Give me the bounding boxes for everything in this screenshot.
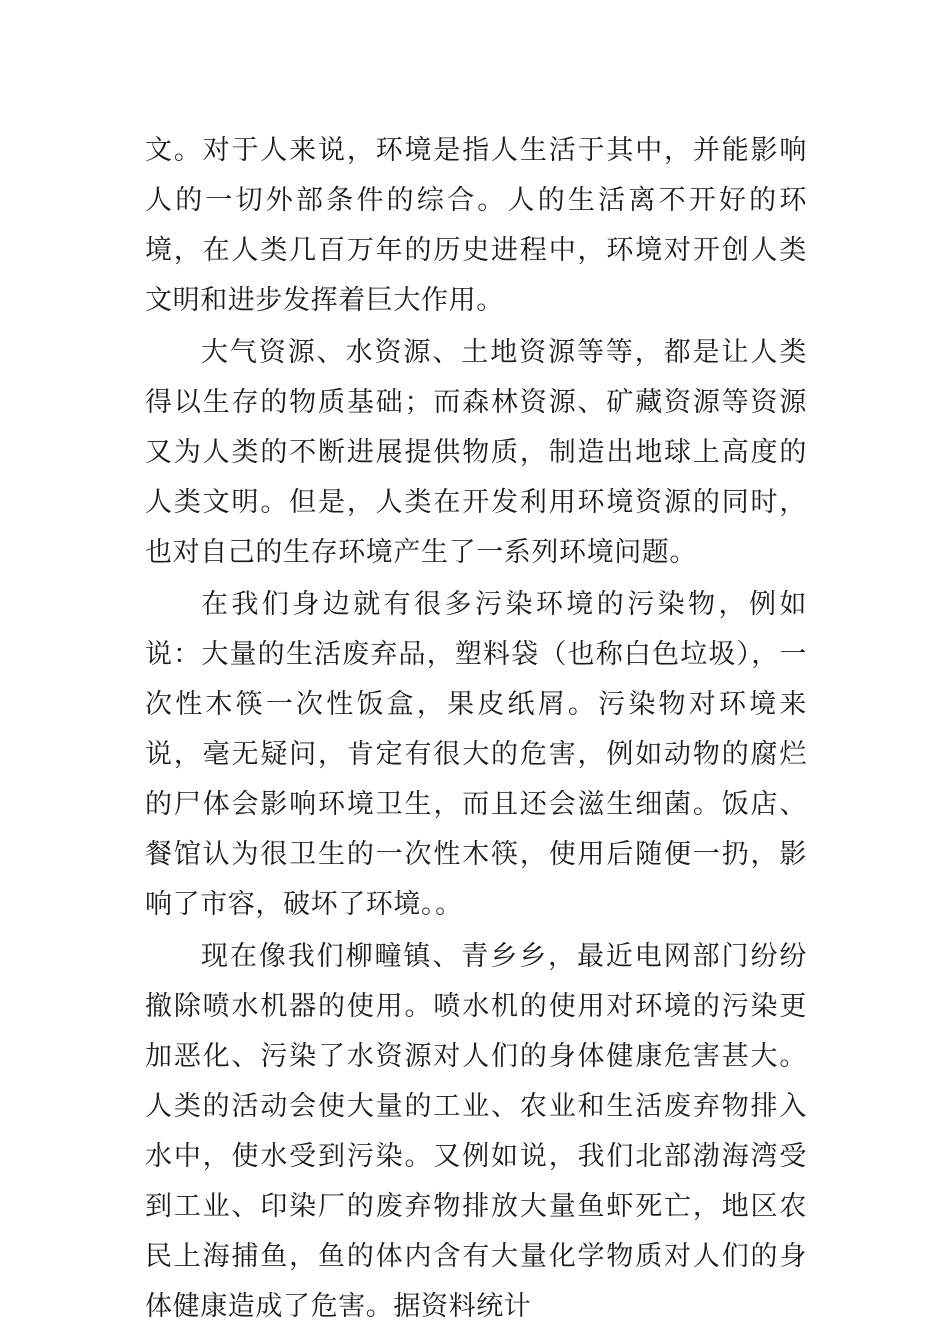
paragraph-1: 文。对于人来说，环境是指人生活于其中，并能影响人的一切外部条件的综合。人的生活离不开好的环境，在人类几百万年的历史进程中，环境对开创人类文明和进步发挥着巨大作用。 [145, 135, 807, 316]
paragraph-4: 现在像我们柳疃镇、青乡乡，最近电网部门纷纷撤除喷水机器的使用。喷水机的使用对环境的污染更加恶化、污染了水资源对人们的身体健康危害甚大。人类的活动会使大量的工业、农业和生活废弃物排入水中，使水受到污染。又例如说，我们北部渤海湾受到工业、印染厂的废弃物排放大量鱼虾死亡，地区农民上海捕鱼，鱼的体内含有大量化学物质对人们的身体健康造成了危害。据资料统计 [145, 941, 807, 1322]
paragraph-3: 在我们身边就有很多污染环境的污染物，例如说：大量的生活废弃品，塑料袋（也称白色垃圾），一次性木筷一次性饭盒，果皮纸屑。污染物对环境来说，毫无疑问，肯定有很大的危害，例如动物的腐烂的尸体会影响环境卫生，而且还会滋生细菌。饭店、餐馆认为很卫生的一次性木筷，使用后随便一扔，影响了市容，破坏了环境。。 [145, 589, 807, 920]
paragraph-2: 大气资源、水资源、土地资源等等，都是让人类得以生存的物质基础；而森林资源、矿藏资源等资源又为人类的不断进展提供物质，制造出地球上高度的人类文明。但是，人类在开发利用环境资源的同时，也对自己的生存环境产生了一系列环境问题。 [145, 337, 807, 568]
document-body [145, 126, 807, 1332]
